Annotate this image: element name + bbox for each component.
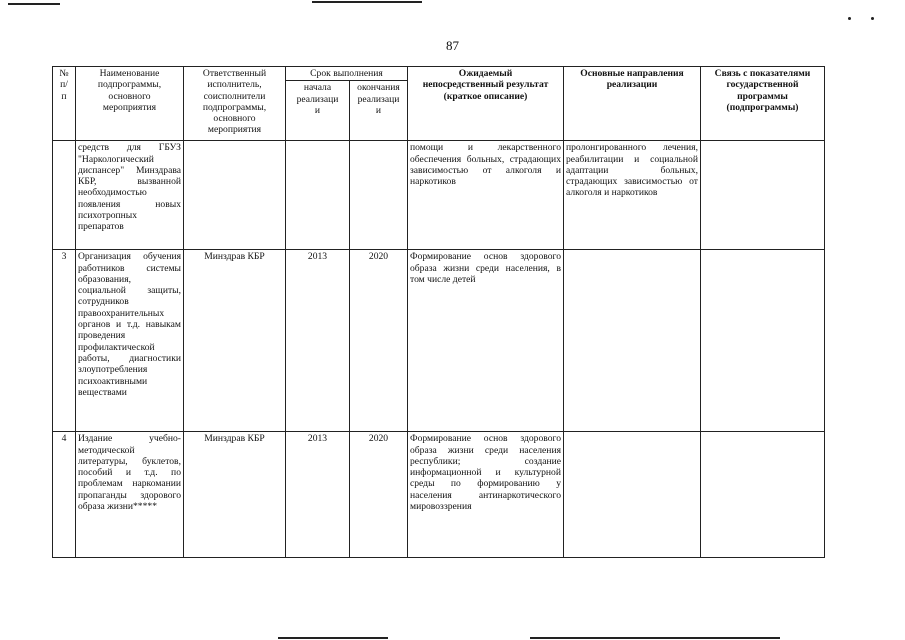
row-link bbox=[701, 432, 825, 558]
row-end bbox=[350, 141, 408, 250]
row-num: 4 bbox=[53, 432, 76, 558]
row-start: 2013 bbox=[286, 432, 350, 558]
header-directions: Основные направления реализации bbox=[564, 67, 701, 141]
measures-table bbox=[52, 66, 825, 558]
row-name: средств для ГБУЗ "Наркологический диспансер" Минздрава КБР, вызванной необходимостью появления новых психотропных препаратов bbox=[76, 141, 184, 250]
row-result: Формирование основ здорового образа жизни среди населения республики; создание информационной и культурной среды по формированию у населения антинаркотического мировоззрения bbox=[408, 432, 564, 558]
row-responsible bbox=[184, 141, 286, 250]
table-row bbox=[53, 432, 825, 558]
table-row bbox=[53, 250, 825, 432]
row-num bbox=[53, 141, 76, 250]
row-num: 3 bbox=[53, 250, 76, 432]
header-responsible: Ответственный исполнитель, соисполнители подпрограммы, основного мероприятия bbox=[184, 67, 286, 141]
row-end: 2020 bbox=[350, 250, 408, 432]
scan-artifact-bottom-left bbox=[278, 637, 388, 639]
row-start bbox=[286, 141, 350, 250]
scan-artifact-dot bbox=[848, 17, 851, 20]
header-row bbox=[53, 67, 825, 81]
scan-artifact-top-center bbox=[312, 1, 422, 3]
header-end: окончания реализаци и bbox=[350, 81, 408, 141]
table-row bbox=[53, 141, 825, 250]
row-directions bbox=[564, 432, 701, 558]
row-directions bbox=[564, 250, 701, 432]
header-num: № п/ п bbox=[53, 67, 76, 141]
header-term: Срок выполнения bbox=[286, 67, 408, 81]
header-start: начала реализаци и bbox=[286, 81, 350, 141]
scan-artifact-dot bbox=[871, 17, 874, 20]
scan-artifact-bottom-right bbox=[530, 637, 780, 639]
row-responsible: Минздрав КБР bbox=[184, 250, 286, 432]
row-responsible: Минздрав КБР bbox=[184, 432, 286, 558]
header-name: Наименование подпрограммы, основного мероприятия bbox=[76, 67, 184, 141]
row-link bbox=[701, 250, 825, 432]
row-name: Издание учебно-методической литературы, буклетов, пособий и т.д. по проблемам наркомании пропаганды здорового образа жизни***** bbox=[76, 432, 184, 558]
row-result: помощи и лекарственного обеспечения больных, страдающих зависимостью от алкоголя и наркотиков bbox=[408, 141, 564, 250]
row-start: 2013 bbox=[286, 250, 350, 432]
row-directions: пролонгированного лечения, реабилитации и социальной адаптации больных, страдающих зависимостью от алкоголя и наркотиков bbox=[564, 141, 701, 250]
page-number: 87 bbox=[446, 38, 459, 53]
header-link: Связь с показателями государственной программы (подпрограммы) bbox=[701, 67, 825, 141]
scan-artifact-top-left bbox=[8, 3, 60, 5]
row-link bbox=[701, 141, 825, 250]
row-result: Формирование основ здорового образа жизни среди населения, в том числе детей bbox=[408, 250, 564, 432]
header-result: Ожидаемый непосредственный результат (краткое описание) bbox=[408, 67, 564, 141]
row-name: Организация обучения работников системы образования, социальной защиты, сотрудников правоохранительных органов и т.д. навыкам проведения профилактической работы, диагностики злоупотребления психоактивными веществами bbox=[76, 250, 184, 432]
row-end: 2020 bbox=[350, 432, 408, 558]
